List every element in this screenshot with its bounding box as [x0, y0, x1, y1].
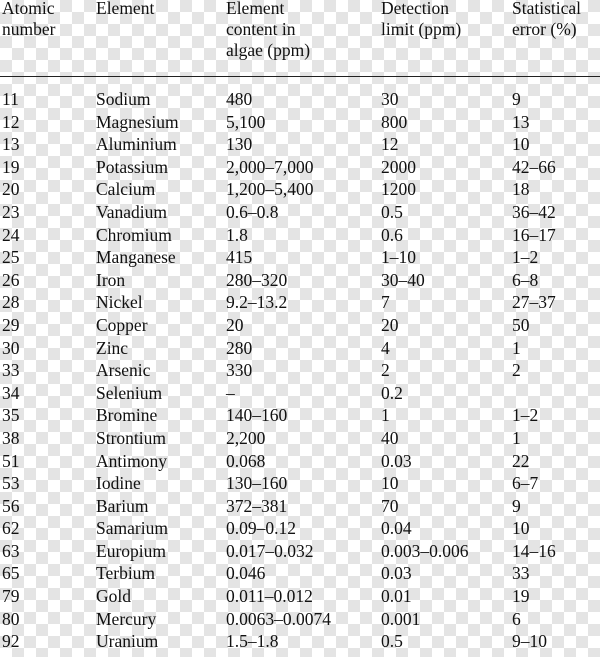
detection-limit-cell: 1200	[381, 179, 416, 200]
detection-limit-cell: 0.03	[381, 450, 412, 471]
header-atomic-number: Atomic number	[2, 0, 56, 39]
statistical-error-cell: 50	[512, 314, 530, 335]
content-cell: 480	[226, 89, 253, 109]
content-cell: 0.068	[226, 450, 266, 471]
element-name-cell: Copper	[96, 314, 148, 335]
table-row	[0, 156, 600, 179]
table-row	[0, 269, 600, 292]
statistical-error-cell: 1–2	[512, 405, 539, 426]
element-name-cell: Mercury	[96, 608, 157, 629]
atomic-number-cell: 92	[2, 631, 20, 652]
element-name-cell: Aluminium	[96, 134, 177, 155]
detection-limit-cell: 2000	[381, 156, 416, 177]
detection-limit-cell: 0.03	[381, 563, 412, 584]
content-cell: 0.0063–0.0074	[226, 608, 331, 629]
content-cell: 2,000–7,000	[226, 156, 314, 177]
statistical-error-cell: 1–2	[512, 247, 539, 268]
content-cell: 372–381	[226, 495, 288, 516]
content-cell: 1,200–5,400	[226, 179, 314, 200]
content-cell: 280–320	[226, 269, 288, 290]
element-name-cell: Strontium	[96, 427, 167, 448]
atomic-number-cell: 34	[2, 382, 20, 403]
table-row	[0, 562, 600, 585]
content-cell: 130	[226, 134, 253, 155]
header-detection-limit: Detection limit (ppm)	[381, 0, 462, 39]
detection-limit-cell: 800	[381, 111, 408, 132]
statistical-error-cell: 27–37	[512, 292, 556, 313]
table-row	[0, 517, 600, 540]
statistical-error-cell: 22	[512, 450, 530, 471]
element-name-cell: Arsenic	[96, 360, 151, 381]
atomic-number-cell: 63	[2, 540, 20, 561]
atomic-number-cell: 11	[2, 89, 19, 109]
atomic-number-cell: 51	[2, 450, 20, 471]
atomic-number-cell: 29	[2, 314, 20, 335]
detection-limit-cell: 1–10	[381, 247, 416, 268]
atomic-number-cell: 56	[2, 495, 20, 516]
statistical-error-cell: 19	[512, 586, 530, 607]
atomic-number-cell: 79	[2, 586, 20, 607]
detection-limit-cell: 0.5	[381, 631, 403, 652]
statistical-error-cell: 6–8	[512, 269, 539, 290]
statistical-error-cell: 1	[512, 337, 521, 358]
atomic-number-cell: 53	[2, 473, 20, 494]
table-row	[0, 111, 600, 134]
detection-limit-cell: 20	[381, 314, 399, 335]
element-name-cell: Antimony	[96, 450, 167, 471]
table-row	[0, 630, 600, 653]
table-body	[0, 88, 600, 653]
element-name-cell: Barium	[96, 495, 149, 516]
content-cell: 415	[226, 247, 253, 268]
statistical-error-cell: 16–17	[512, 224, 556, 245]
element-name-cell: Selenium	[96, 382, 163, 403]
content-cell: 280	[226, 337, 253, 358]
element-name-cell: Calcium	[96, 179, 156, 200]
table-row	[0, 133, 600, 156]
statistical-error-cell: 6	[512, 608, 521, 629]
element-name-cell: Chromium	[96, 224, 172, 245]
statistical-error-cell: 18	[512, 179, 530, 200]
table-row	[0, 178, 600, 201]
detection-limit-cell: 4	[381, 337, 390, 358]
atomic-number-cell: 20	[2, 179, 20, 200]
content-cell: 20	[226, 314, 244, 335]
header-rule	[0, 76, 600, 77]
detection-limit-cell: 10	[381, 473, 399, 494]
atomic-number-cell: 33	[2, 360, 20, 381]
detection-limit-cell: 0.5	[381, 201, 403, 222]
table-row	[0, 472, 600, 495]
atomic-number-cell: 35	[2, 405, 20, 426]
statistical-error-cell: 6–7	[512, 473, 539, 494]
table-row	[0, 585, 600, 608]
statistical-error-cell: 10	[512, 134, 530, 155]
atomic-number-cell: 12	[2, 111, 20, 132]
detection-limit-cell: 70	[381, 495, 399, 516]
content-cell: 140–160	[226, 405, 288, 426]
atomic-number-cell: 30	[2, 337, 20, 358]
detection-limit-cell: 12	[381, 134, 399, 155]
content-cell: 0.017–0.032	[226, 540, 314, 561]
header-element-content: Element content in algae (ppm)	[226, 0, 311, 60]
statistical-error-cell: 13	[512, 111, 530, 132]
element-name-cell: Manganese	[96, 247, 176, 268]
element-name-cell: Europium	[96, 540, 166, 561]
detection-limit-cell: 30	[381, 89, 399, 109]
atomic-number-cell: 80	[2, 608, 20, 629]
table-row	[0, 495, 600, 518]
detection-limit-cell: 7	[381, 292, 390, 313]
table-row	[0, 608, 600, 631]
content-cell: 0.09–0.12	[226, 518, 296, 539]
content-cell: 5,100	[226, 111, 266, 132]
detection-limit-cell: 0.01	[381, 586, 412, 607]
detection-limit-cell: 2	[381, 360, 390, 381]
element-name-cell: Vanadium	[96, 201, 167, 222]
table-header	[0, 0, 600, 76]
table-row	[0, 246, 600, 269]
detection-limit-cell: 1	[381, 405, 390, 426]
table-row	[0, 427, 600, 450]
statistical-error-cell: 10	[512, 518, 530, 539]
content-cell: 1.5–1.8	[226, 631, 279, 652]
statistical-error-cell: 9	[512, 495, 521, 516]
content-cell: 330	[226, 360, 253, 381]
detection-limit-cell: 40	[381, 427, 399, 448]
content-cell: 130–160	[226, 473, 288, 494]
table-row	[0, 404, 600, 427]
element-name-cell: Samarium	[96, 518, 168, 539]
detection-limit-cell: 0.04	[381, 518, 412, 539]
detection-limit-cell: 0.2	[381, 382, 403, 403]
content-cell: 0.6–0.8	[226, 201, 279, 222]
element-name-cell: Terbium	[96, 563, 156, 584]
atomic-number-cell: 23	[2, 201, 20, 222]
table-row	[0, 314, 600, 337]
atomic-number-cell: 19	[2, 156, 20, 177]
element-name-cell: Uranium	[96, 631, 159, 652]
header-statistical-error: Statistical error (%)	[512, 0, 582, 39]
header-element: Element	[96, 0, 155, 18]
content-cell: –	[226, 382, 235, 403]
element-name-cell: Nickel	[96, 292, 143, 313]
element-name-cell: Sodium	[96, 89, 151, 109]
atomic-number-cell: 28	[2, 292, 20, 313]
element-name-cell: Bromine	[96, 405, 158, 426]
statistical-error-cell: 9–10	[512, 631, 547, 652]
detection-limit-cell: 30–40	[381, 269, 425, 290]
element-name-cell: Zinc	[96, 337, 129, 358]
element-name-cell: Iron	[96, 269, 126, 290]
content-cell: 1.8	[226, 224, 248, 245]
statistical-error-cell: 9	[512, 89, 521, 109]
content-cell: 9.2–13.2	[226, 292, 288, 313]
table-row	[0, 337, 600, 360]
table-row	[0, 359, 600, 382]
content-cell: 0.046	[226, 563, 266, 584]
table-row	[0, 450, 600, 473]
atomic-number-cell: 38	[2, 427, 20, 448]
atomic-number-cell: 24	[2, 224, 20, 245]
table-row	[0, 540, 600, 563]
detection-limit-cell: 0.001	[381, 608, 421, 629]
detection-limit-cell: 0.6	[381, 224, 403, 245]
element-name-cell: Potassium	[96, 156, 168, 177]
statistical-error-cell: 36–42	[512, 201, 556, 222]
element-name-cell: Magnesium	[96, 111, 179, 132]
statistical-error-cell: 2	[512, 360, 521, 381]
table-row	[0, 224, 600, 247]
detection-limit-cell: 0.003–0.006	[381, 540, 469, 561]
table-row	[0, 88, 600, 111]
table-row	[0, 382, 600, 405]
table-row	[0, 291, 600, 314]
atomic-number-cell: 62	[2, 518, 20, 539]
element-name-cell: Gold	[96, 586, 131, 607]
atomic-number-cell: 13	[2, 134, 20, 155]
content-cell: 2,200	[226, 427, 266, 448]
table-row	[0, 201, 600, 224]
element-name-cell: Iodine	[96, 473, 141, 494]
atomic-number-cell: 26	[2, 269, 20, 290]
statistical-error-cell: 1	[512, 427, 521, 448]
statistical-error-cell: 33	[512, 563, 530, 584]
statistical-error-cell: 14–16	[512, 540, 556, 561]
content-cell: 0.011–0.012	[226, 586, 313, 607]
atomic-number-cell: 65	[2, 563, 20, 584]
atomic-number-cell: 25	[2, 247, 20, 268]
statistical-error-cell: 42–66	[512, 156, 556, 177]
